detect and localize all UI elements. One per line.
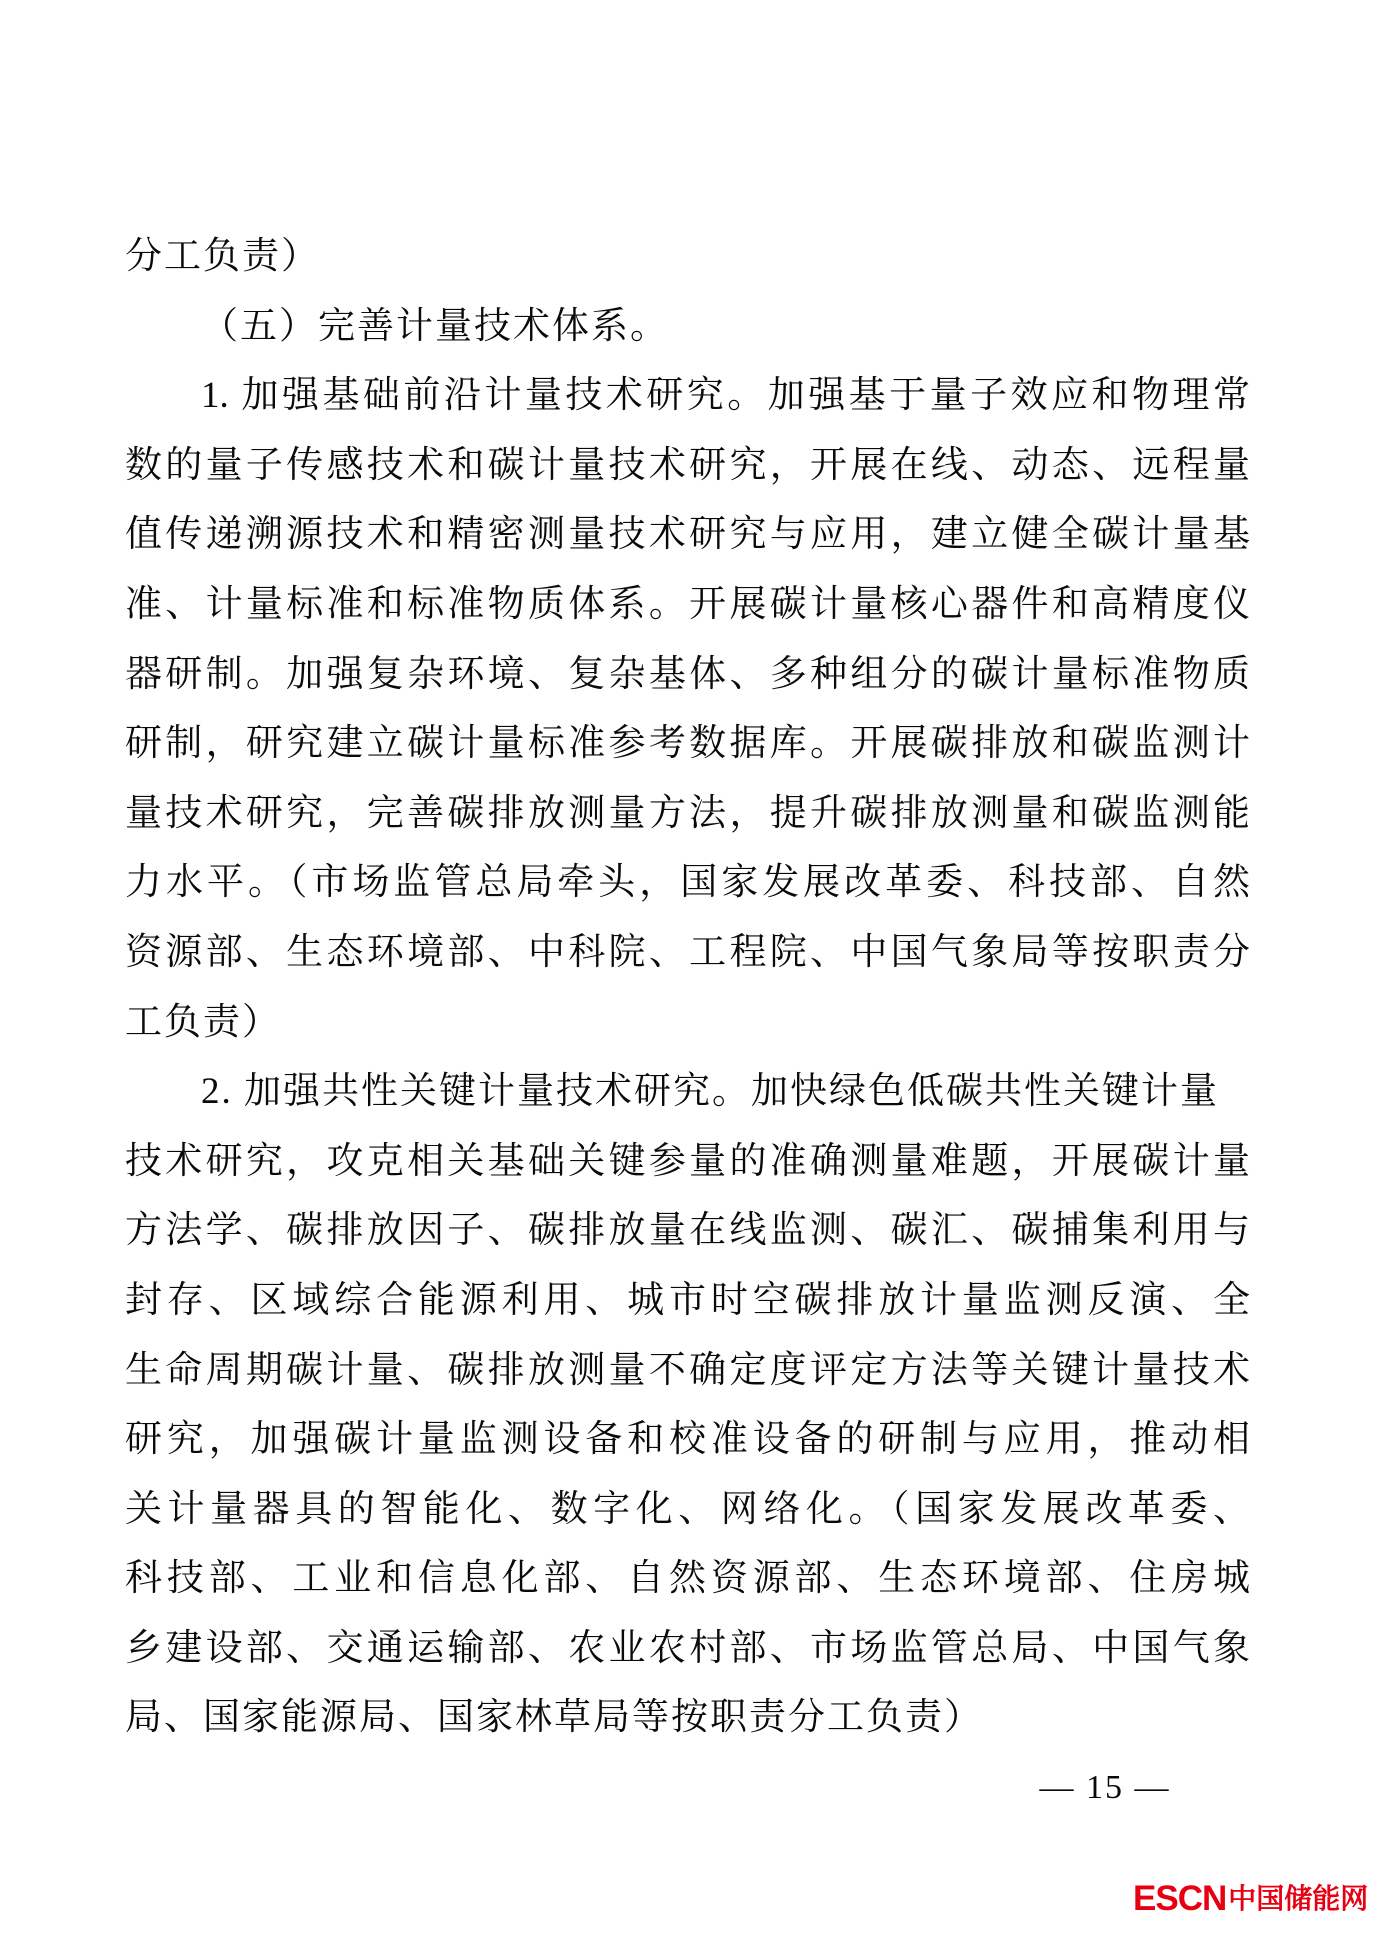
text-line: 封存、区域综合能源利用、城市时空碳排放计量监测反演、全 [125,1279,1250,1321]
text-line: 关计量器具的智能化、数字化、网络化。（国家发展改革委、 [125,1488,1250,1530]
section-heading: （五）完善计量技术体系。 [201,305,669,347]
text-line: 分工负责） [125,236,320,277]
text-line: 力水平。（市场监管总局牵头，国家发展改革委、科技部、自然 [125,862,1250,904]
text-line: 值传递溯源技术和精密测量技术研究与应用，建立健全碳计量基 [125,514,1250,556]
text-line: 器研制。加强复杂环境、复杂基体、多种组分的碳计量标准物质 [125,653,1250,695]
escn-logo-text-en: ESCN [1133,1879,1227,1918]
text-line: 资源部、生态环境部、中科院、工程院、中国气象局等按职责分 [125,931,1250,973]
text-line: 数的量子传感技术和碳计量技术研究，开展在线、动态、远程量 [125,444,1250,486]
text-line: 1. 加强基础前沿计量技术研究。加强基于量子效应和物理常 [201,375,1250,417]
text-line: 方法学、碳排放因子、碳排放量在线监测、碳汇、碳捕集利用与 [125,1210,1250,1252]
text-line: 科技部、工业和信息化部、自然资源部、生态环境部、住房城 [125,1558,1250,1600]
text-line: 2. 加强共性关键计量技术研究。加快绿色低碳共性关键计量 [201,1071,1219,1113]
text-line: 量技术研究，完善碳排放测量方法，提升碳排放测量和碳监测能 [125,792,1250,834]
page-number: — 15 — [1039,1769,1171,1806]
text-line: 工负责） [125,1001,281,1043]
text-line: 技术研究，攻克相关基础关键参量的准确测量难题，开展碳计量 [125,1140,1250,1182]
text-line: 生命周期碳计量、碳排放测量不确定度评定方法等关键计量技术 [125,1349,1250,1391]
escn-logo-text-cn: 中国储能网 [1228,1883,1369,1914]
escn-logo [1133,1879,1369,1918]
document-text [125,222,1250,1753]
text-line: 乡建设部、交通运输部、农业农村部、市场监管总局、中国气象 [125,1627,1250,1669]
text-line: 准、计量标准和标准物质体系。开展碳计量核心器件和高精度仪 [125,583,1250,625]
text-line: 局、国家能源局、国家林草局等按职责分工负责） [125,1697,983,1739]
text-line: 研制，研究建立碳计量标准参考数据库。开展碳排放和碳监测计 [125,723,1250,765]
text-line: 研究，加强碳计量监测设备和校准设备的研制与应用，推动相 [125,1419,1250,1461]
